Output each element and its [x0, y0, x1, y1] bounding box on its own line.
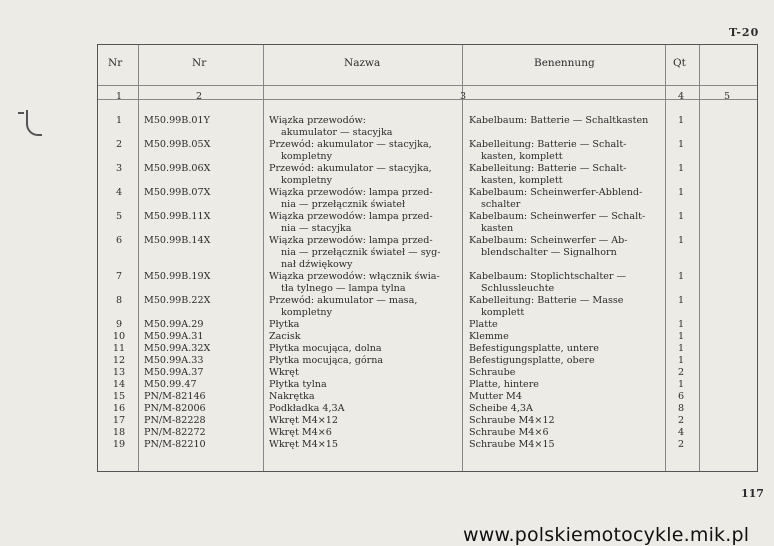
header-nr: Nr	[108, 57, 123, 69]
table-row-continuation	[98, 199, 757, 211]
part-name-pl: kompletny	[281, 151, 333, 162]
scan-dash-icon	[18, 112, 24, 114]
part-name-pl: Płytka tylna	[269, 379, 327, 390]
part-quantity: 1	[677, 115, 685, 126]
part-symbol: M50.99B.07X	[144, 187, 211, 198]
table-row	[98, 211, 757, 223]
part-symbol: M50.99B.14X	[144, 235, 211, 246]
column-number: 2	[196, 91, 203, 102]
header-qty: Qt	[673, 57, 686, 69]
part-name-de: Mutter M4	[469, 391, 522, 402]
part-name-pl: Wkręt M4×12	[269, 415, 339, 426]
row-number: 19	[112, 439, 126, 450]
table-row	[98, 427, 757, 439]
table-row-continuation	[98, 223, 757, 235]
scan-mark-icon	[26, 110, 42, 136]
table-row	[98, 187, 757, 199]
row-number: 7	[115, 271, 123, 282]
part-symbol: PN/M-82272	[144, 427, 206, 438]
part-quantity: 1	[677, 235, 685, 246]
part-name-de: Klemme	[469, 331, 509, 342]
part-symbol: M50.99B.22X	[144, 295, 211, 306]
part-name-de: Schraube M4×12	[469, 415, 555, 426]
part-name-de: Schraube M4×15	[469, 439, 555, 450]
table-row	[98, 403, 757, 415]
row-number: 12	[112, 355, 126, 366]
part-quantity: 1	[677, 271, 685, 282]
part-name-de: kasten, komplett	[481, 151, 563, 162]
part-symbol: M50.99B.06X	[144, 163, 211, 174]
table-row	[98, 271, 757, 283]
column-number: 3	[460, 91, 467, 102]
part-name-pl: Wiązka przewodów: lampa przed-	[269, 211, 433, 222]
part-quantity: 1	[677, 319, 685, 330]
row-number: 17	[112, 415, 126, 426]
part-name-pl: Wiązka przewodów: włącznik świa-	[269, 271, 440, 282]
part-name-de: Kabelbaum: Scheinwerfer-Abblend-	[469, 187, 643, 198]
row-number: 14	[112, 379, 126, 390]
row-number: 8	[115, 295, 123, 306]
part-symbol: M50.99B.01Y	[144, 115, 210, 126]
part-name-pl: Wiązka przewodów: lampa przed-	[269, 187, 433, 198]
row-number: 4	[115, 187, 123, 198]
part-name-de: kasten, komplett	[481, 175, 563, 186]
part-symbol: M50.99A.29	[144, 319, 204, 330]
part-name-de: Kabelleitung: Batterie — Masse	[469, 295, 624, 306]
parts-table	[97, 44, 758, 472]
table-row	[98, 391, 757, 403]
part-name-de: Schraube M4×6	[469, 427, 549, 438]
table-row-continuation	[98, 283, 757, 295]
part-name-pl: tła tylnego — lampa tylna	[281, 283, 406, 294]
column-number: 5	[724, 91, 731, 102]
part-name-pl: akumulator — stacyjka	[281, 127, 393, 138]
part-quantity: 1	[677, 163, 685, 174]
part-name-pl: kompletny	[281, 175, 333, 186]
part-name-pl: Przewód: akumulator — stacyjka,	[269, 139, 432, 150]
table-row-continuation	[98, 175, 757, 187]
table-row	[98, 439, 757, 451]
part-name-de: Kabelleitung: Batterie — Schalt-	[469, 163, 627, 174]
part-name-pl: Płytka mocująca, dolna	[269, 343, 382, 354]
header-symbol: Nr	[192, 57, 207, 69]
part-name-pl: Wkręt	[269, 367, 299, 378]
part-name-de: Schlussleuchte	[481, 283, 555, 294]
part-symbol: M50.99B.11X	[144, 211, 211, 222]
row-number: 11	[112, 343, 126, 354]
part-name-de: Kabelbaum: Scheinwerfer — Schalt-	[469, 211, 646, 222]
row-number: 1	[115, 115, 123, 126]
part-name-pl: nia — przełącznik świateł — syg-	[281, 247, 441, 258]
table-row	[98, 295, 757, 307]
part-name-de: Befestigungsplatte, untere	[469, 343, 599, 354]
row-number: 6	[115, 235, 123, 246]
table-row	[98, 355, 757, 367]
part-name-pl: Wiązka przewodów:	[269, 115, 366, 126]
row-number: 15	[112, 391, 126, 402]
part-symbol: M50.99.47	[144, 379, 197, 390]
part-symbol: PN/M-82228	[144, 415, 206, 426]
part-name-de: Kabelbaum: Stoplichtschalter —	[469, 271, 627, 282]
part-name-pl: Płytka mocująca, górna	[269, 355, 384, 366]
part-name-de: Platte	[469, 319, 498, 330]
part-name-pl: Nakrętka	[269, 391, 315, 402]
table-row-continuation	[98, 127, 757, 139]
row-number: 13	[112, 367, 126, 378]
part-quantity: 2	[677, 439, 685, 450]
part-name-de: komplett	[481, 307, 525, 318]
table-row	[98, 139, 757, 151]
row-number: 3	[115, 163, 123, 174]
row-number: 5	[115, 211, 123, 222]
part-symbol: M50.99B.05X	[144, 139, 211, 150]
table-row-continuation	[98, 151, 757, 163]
part-name-de: schalter	[481, 199, 521, 210]
table-row	[98, 163, 757, 175]
part-quantity: 1	[677, 139, 685, 150]
table-row	[98, 115, 757, 127]
part-name-de: Kabelbaum: Batterie — Schaltkasten	[469, 115, 649, 126]
header-divider	[98, 85, 757, 86]
row-number: 9	[115, 319, 123, 330]
part-name-de: Scheibe 4,3A	[469, 403, 533, 414]
header-nazwa: Nazwa	[344, 57, 381, 69]
column-number: 1	[116, 91, 123, 102]
part-name-pl: Przewód: akumulator — masa,	[269, 295, 418, 306]
part-symbol: M50.99B.19X	[144, 271, 211, 282]
part-name-pl: Wiązka przewodów: lampa przed-	[269, 235, 433, 246]
table-row-continuation	[98, 307, 757, 319]
part-name-de: kasten	[481, 223, 514, 234]
part-name-de: Kabelbaum: Scheinwerfer — Ab-	[469, 235, 628, 246]
part-name-pl: Zacisk	[269, 331, 301, 342]
part-quantity: 1	[677, 355, 685, 366]
part-name-de: blendschalter — Signalhorn	[481, 247, 617, 258]
part-symbol: PN/M-82210	[144, 439, 206, 450]
part-symbol: M50.99A.37	[144, 367, 204, 378]
part-quantity: 2	[677, 367, 685, 378]
table-row	[98, 367, 757, 379]
part-name-de: Befestigungsplatte, obere	[469, 355, 595, 366]
part-quantity: 1	[677, 379, 685, 390]
page-number: 117	[741, 487, 764, 500]
row-number: 10	[112, 331, 126, 342]
column-number: 4	[678, 91, 685, 102]
part-quantity: 8	[677, 403, 685, 414]
part-quantity: 1	[677, 211, 685, 222]
header-benennung: Benennung	[534, 57, 595, 69]
part-name-de: Platte, hintere	[469, 379, 539, 390]
part-symbol: M50.99A.33	[144, 355, 204, 366]
table-row-continuation	[98, 259, 757, 271]
table-row-continuation	[98, 247, 757, 259]
part-quantity: 2	[677, 415, 685, 426]
page-tag: T-20	[729, 26, 760, 39]
part-name-pl: Przewód: akumulator — stacyjka,	[269, 163, 432, 174]
part-name-pl: Podkładka 4,3A	[269, 403, 345, 414]
part-quantity: 1	[677, 343, 685, 354]
part-quantity: 1	[677, 331, 685, 342]
part-name-pl: nał dźwiękowy	[281, 259, 353, 270]
part-quantity: 4	[677, 427, 685, 438]
row-number: 2	[115, 139, 123, 150]
part-name-pl: Wkręt M4×6	[269, 427, 332, 438]
table-row	[98, 379, 757, 391]
part-symbol: PN/M-82146	[144, 391, 206, 402]
part-symbol: M50.99A.32X	[144, 343, 211, 354]
part-name-pl: nia — przełącznik świateł	[281, 199, 406, 210]
table-row	[98, 331, 757, 343]
row-number: 18	[112, 427, 126, 438]
part-quantity: 1	[677, 187, 685, 198]
part-name-pl: Płytka	[269, 319, 300, 330]
row-number: 16	[112, 403, 126, 414]
part-quantity: 1	[677, 295, 685, 306]
part-symbol: M50.99A.31	[144, 331, 204, 342]
part-name-de: Schraube	[469, 367, 516, 378]
part-quantity: 6	[677, 391, 685, 402]
table-row	[98, 235, 757, 247]
part-name-pl: Wkręt M4×15	[269, 439, 339, 450]
part-name-pl: kompletny	[281, 307, 333, 318]
table-row	[98, 415, 757, 427]
table-row	[98, 319, 757, 331]
part-name-de: Kabelleitung: Batterie — Schalt-	[469, 139, 627, 150]
table-row	[98, 343, 757, 355]
part-symbol: PN/M-82006	[144, 403, 206, 414]
part-name-pl: nia — stacyjka	[281, 223, 352, 234]
watermark: www.polskiemotocykle.mik.pl	[463, 524, 750, 546]
